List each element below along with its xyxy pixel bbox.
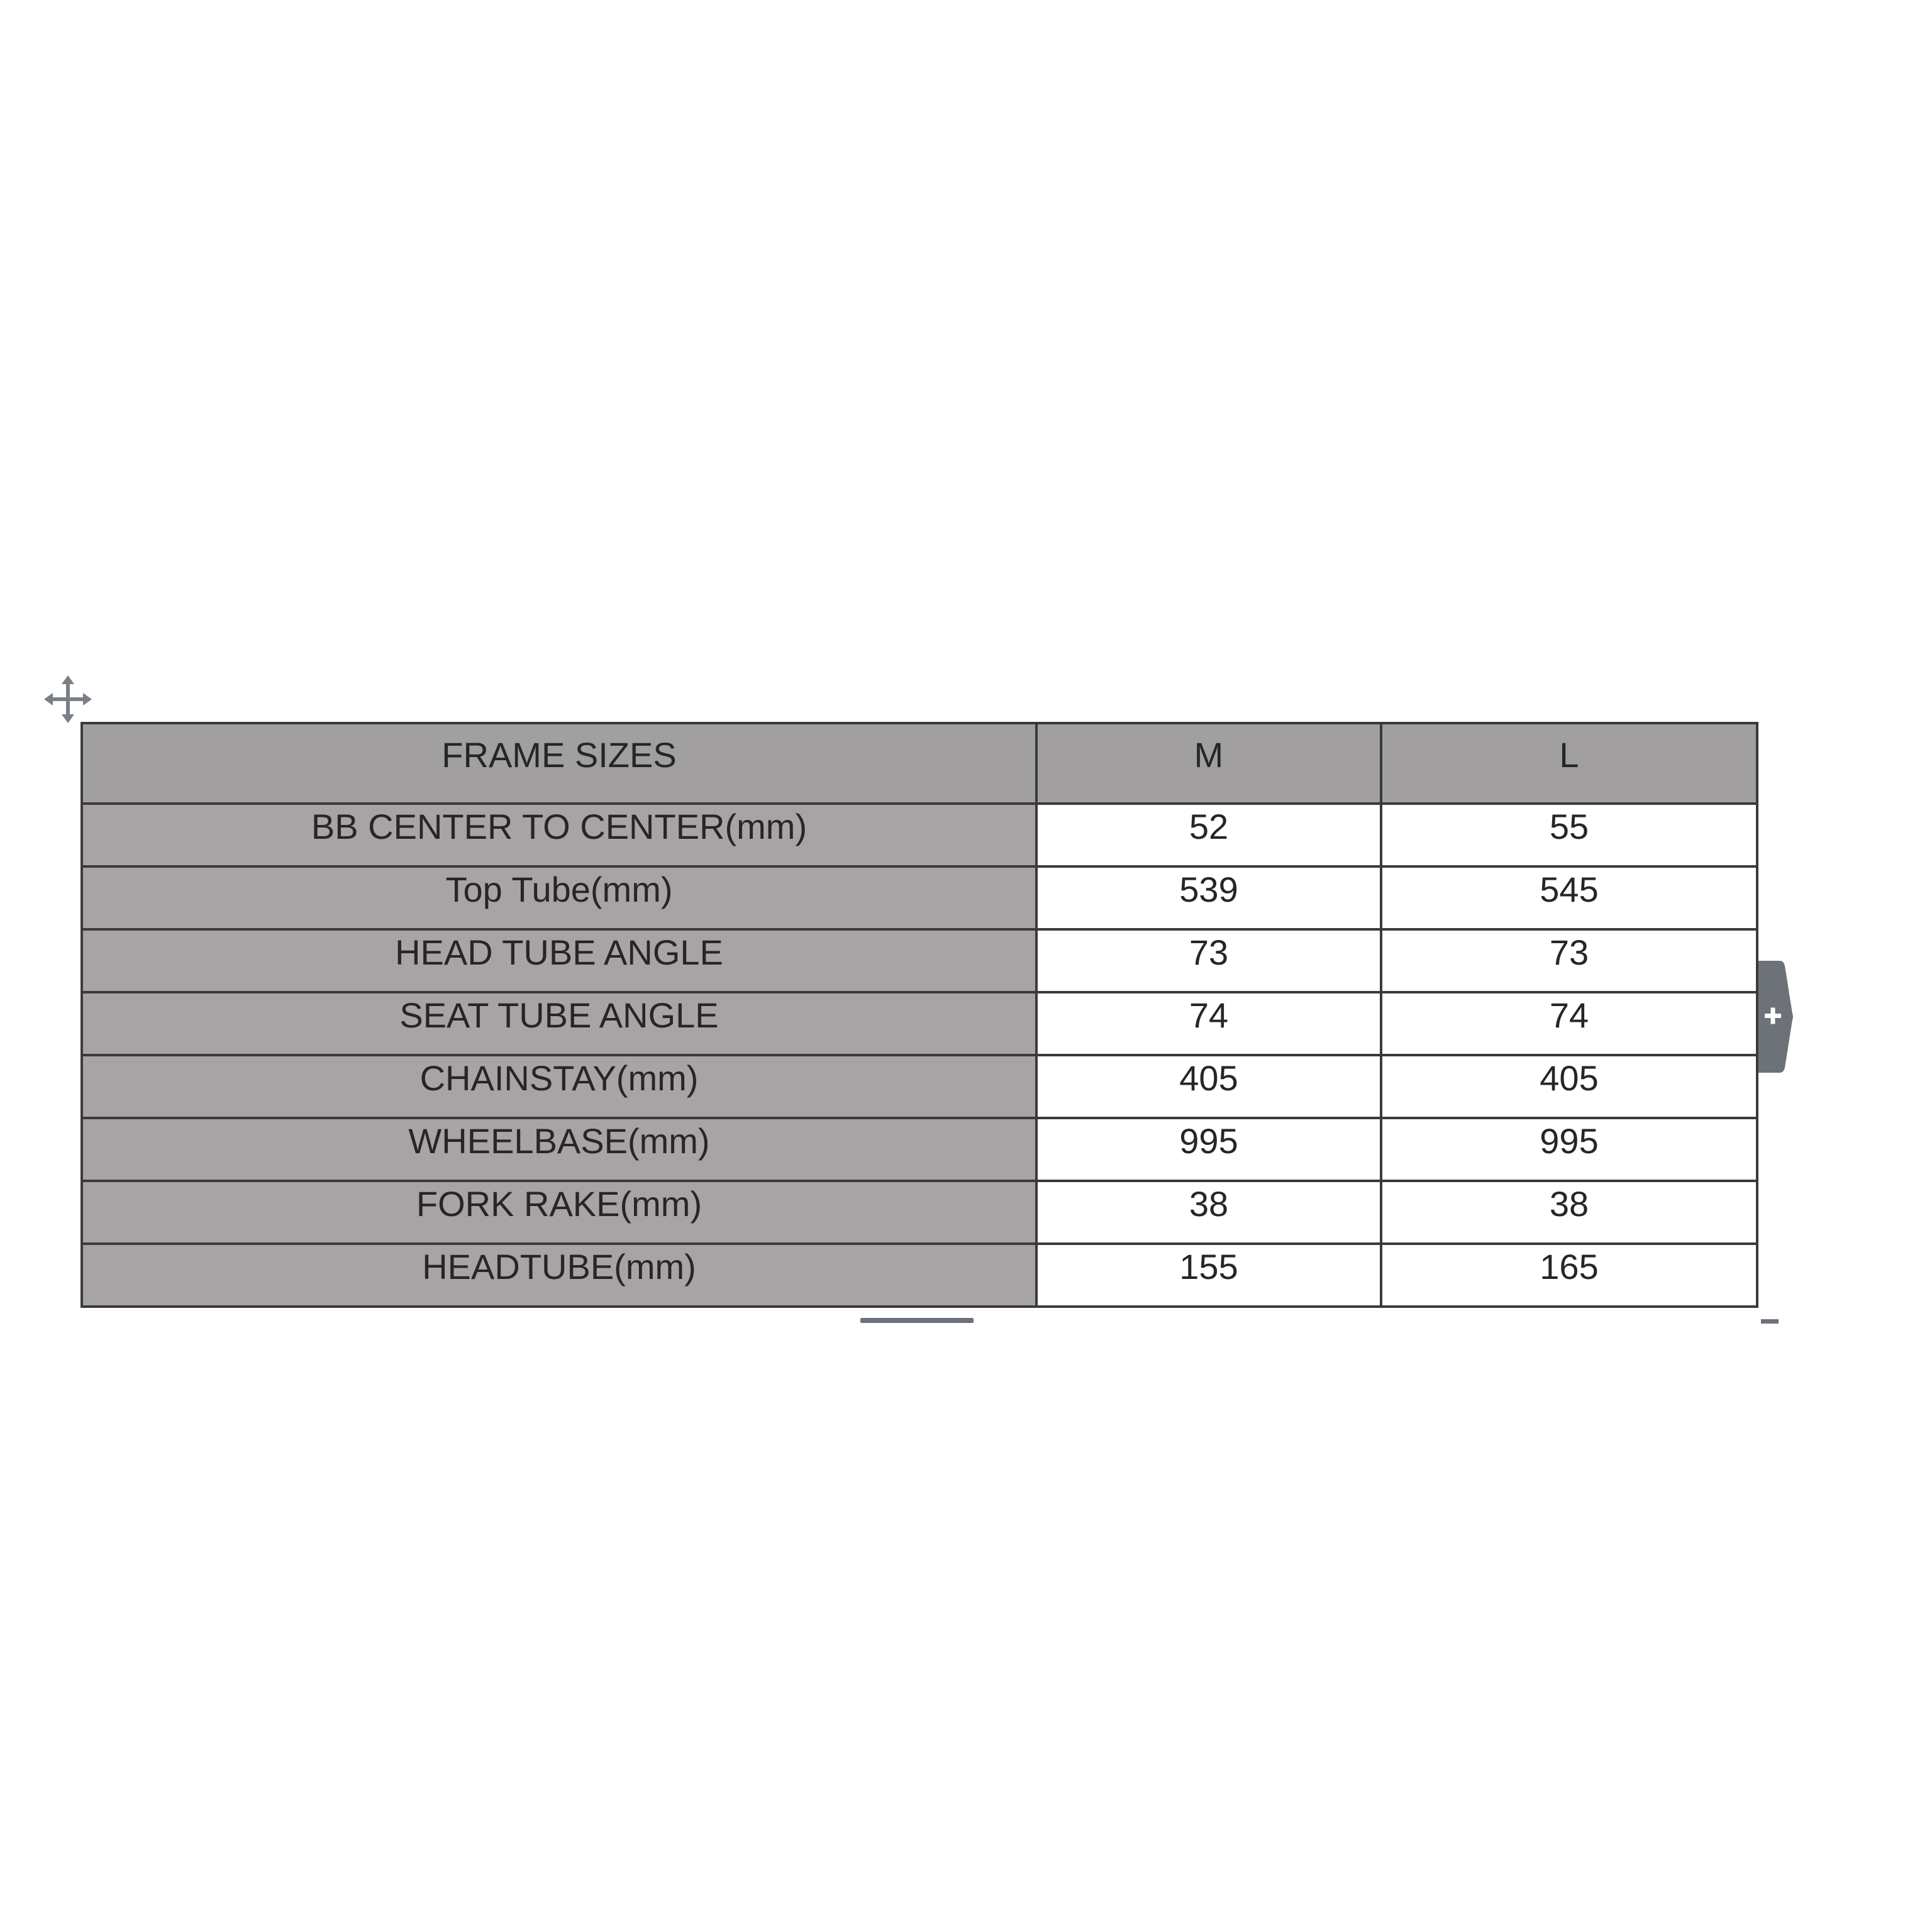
cell-headtube-l[interactable]: 165	[1381, 1244, 1757, 1307]
cell-wheelbase-l[interactable]: 995	[1381, 1118, 1757, 1181]
row-label-headtube[interactable]: HEADTUBE(mm)	[82, 1244, 1036, 1307]
table-row	[82, 1181, 1757, 1244]
cell-seat-tube-angle-l[interactable]: 74	[1381, 992, 1757, 1055]
table-row	[82, 1055, 1757, 1118]
table-row	[82, 804, 1757, 866]
table-row	[82, 866, 1757, 929]
cell-top-tube-l[interactable]: 545	[1381, 866, 1757, 929]
row-resize-handle[interactable]	[860, 1318, 974, 1323]
table-row	[82, 1244, 1757, 1307]
header-size-m[interactable]: M	[1036, 723, 1381, 804]
row-label-top-tube[interactable]: Top Tube(mm)	[82, 866, 1036, 929]
cell-seat-tube-angle-m[interactable]: 74	[1036, 992, 1381, 1055]
cell-head-tube-angle-m[interactable]: 73	[1036, 929, 1381, 992]
table-row	[82, 1118, 1757, 1181]
cell-chainstay-m[interactable]: 405	[1036, 1055, 1381, 1118]
four-way-move-icon	[43, 674, 93, 724]
row-label-wheelbase[interactable]: WHEELBASE(mm)	[82, 1118, 1036, 1181]
table-row	[82, 992, 1757, 1055]
table-header-row	[82, 723, 1757, 804]
table-move-handle[interactable]	[43, 674, 93, 724]
cell-chainstay-l[interactable]: 405	[1381, 1055, 1757, 1118]
table-row	[82, 929, 1757, 992]
cell-fork-rake-l[interactable]: 38	[1381, 1181, 1757, 1244]
cell-fork-rake-m[interactable]: 38	[1036, 1181, 1381, 1244]
row-label-chainstay[interactable]: CHAINSTAY(mm)	[82, 1055, 1036, 1118]
cell-head-tube-angle-l[interactable]: 73	[1381, 929, 1757, 992]
cell-wheelbase-m[interactable]: 995	[1036, 1118, 1381, 1181]
add-column-button[interactable]	[1758, 961, 1794, 1073]
cell-bb-center-m[interactable]: 52	[1036, 804, 1381, 866]
cell-bb-center-l[interactable]: 55	[1381, 804, 1757, 866]
row-label-head-tube-angle[interactable]: HEAD TUBE ANGLE	[82, 929, 1036, 992]
plus-icon	[1758, 961, 1794, 1073]
row-label-seat-tube-angle[interactable]: SEAT TUBE ANGLE	[82, 992, 1036, 1055]
cell-top-tube-m[interactable]: 539	[1036, 866, 1381, 929]
header-size-l[interactable]: L	[1381, 723, 1757, 804]
row-label-fork-rake[interactable]: FORK RAKE(mm)	[82, 1181, 1036, 1244]
cell-headtube-m[interactable]: 155	[1036, 1244, 1381, 1307]
header-frame-sizes[interactable]: FRAME SIZES	[82, 723, 1036, 804]
table-resize-handle[interactable]	[1761, 1319, 1779, 1324]
row-label-bb-center[interactable]: BB CENTER TO CENTER(mm)	[82, 804, 1036, 866]
frame-geometry-table	[80, 722, 1758, 1308]
